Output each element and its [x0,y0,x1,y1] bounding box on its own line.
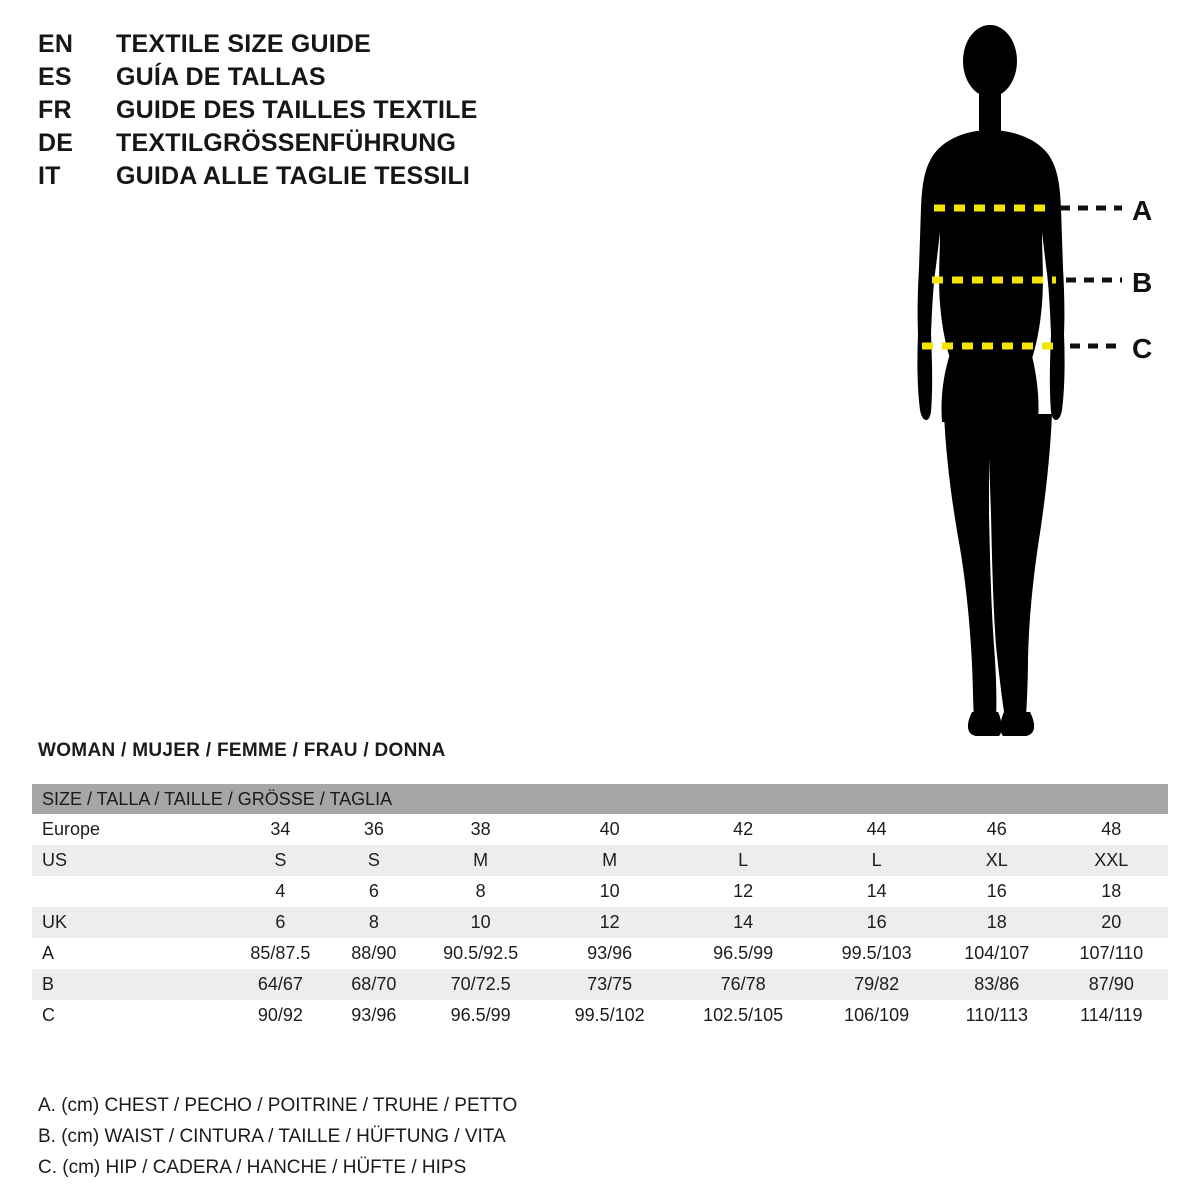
language-title: GUÍA DE TALLAS [116,63,326,91]
table-cell: 96.5/99 [672,938,814,969]
table-cell: 79/82 [814,969,939,1000]
language-row-it [38,162,598,195]
table-cell: 93/96 [334,1000,414,1031]
table-cell: 10 [547,876,672,907]
table-cell: 14 [814,876,939,907]
legend-line-a: A. (cm) CHEST / PECHO / POITRINE / TRUHE / PETTO [38,1095,518,1116]
section-caption: WOMAN / MUJER / FEMME / FRAU / DONNA [38,740,446,761]
table-cell: 68/70 [334,969,414,1000]
table-cell: 36 [334,814,414,845]
row-label: C [32,1000,227,1031]
table-row [32,814,1168,845]
table-cell: 18 [1055,876,1168,907]
marker-label-c: C [1132,333,1153,364]
table-header-row [32,784,1168,814]
table-cell: 96.5/99 [414,1000,547,1031]
table-row [32,969,1168,1000]
table-cell: 70/72.5 [414,969,547,1000]
table-row [32,907,1168,938]
table-cell: 76/78 [672,969,814,1000]
row-label: US [32,845,227,876]
table-cell: 8 [414,876,547,907]
language-row-fr [38,96,598,129]
size-table [32,784,1168,1031]
measurement-figure [860,18,1180,738]
table-cell: 10 [414,907,547,938]
table-cell: 14 [672,907,814,938]
language-title: GUIDE DES TAILLES TEXTILE [116,96,478,124]
table-cell: 102.5/105 [672,1000,814,1031]
language-title: TEXTILGRÖSSENFÜHRUNG [116,129,457,157]
table-cell: 6 [334,876,414,907]
table-cell: 90/92 [227,1000,334,1031]
table-cell: M [414,845,547,876]
female-silhouette-icon [860,18,1180,738]
language-row-es [38,63,598,96]
row-label: Europe [32,814,227,845]
table-cell: S [227,845,334,876]
table-cell: XXL [1055,845,1168,876]
table-cell: 42 [672,814,814,845]
language-title-block [38,30,598,195]
row-label: B [32,969,227,1000]
table-cell: 46 [939,814,1055,845]
table-cell: S [334,845,414,876]
table-cell: 106/109 [814,1000,939,1031]
table-cell: 34 [227,814,334,845]
table-row [32,1000,1168,1031]
language-code: IT [38,162,61,190]
marker-label-a: A [1132,195,1153,226]
legend-line-c: C. (cm) HIP / CADERA / HANCHE / HÜFTE / HIPS [38,1157,467,1178]
table-cell: 18 [939,907,1055,938]
language-row-en [38,30,598,63]
table-cell: 40 [547,814,672,845]
table-cell: 8 [334,907,414,938]
table-cell: 90.5/92.5 [414,938,547,969]
row-label: UK [32,907,227,938]
table-cell: 110/113 [939,1000,1055,1031]
table-cell: L [672,845,814,876]
row-label [32,876,227,907]
language-title: TEXTILE SIZE GUIDE [116,30,372,58]
table-cell: 20 [1055,907,1168,938]
table-cell: XL [939,845,1055,876]
table-cell: 64/67 [227,969,334,1000]
table-row [32,938,1168,969]
table-cell: 44 [814,814,939,845]
table-cell: 88/90 [334,938,414,969]
table-cell: 114/119 [1055,1000,1168,1031]
table-cell: 87/90 [1055,969,1168,1000]
language-code: DE [38,129,74,157]
table-cell: 16 [814,907,939,938]
language-code: FR [38,96,72,124]
legend-line-b: B. (cm) WAIST / CINTURA / TAILLE / HÜFTUNG / VITA [38,1126,506,1147]
table-row [32,876,1168,907]
table-cell: 73/75 [547,969,672,1000]
measurement-legend [38,1090,738,1183]
table-cell: 12 [547,907,672,938]
table-cell: 104/107 [939,938,1055,969]
table-cell: 38 [414,814,547,845]
table-cell: 83/86 [939,969,1055,1000]
language-code: EN [38,30,74,58]
table-cell: 93/96 [547,938,672,969]
table-cell: 99.5/102 [547,1000,672,1031]
table-cell: 48 [1055,814,1168,845]
table-cell: 4 [227,876,334,907]
row-label: A [32,938,227,969]
table-cell: L [814,845,939,876]
table-cell: 99.5/103 [814,938,939,969]
table-header-label: SIZE / TALLA / TAILLE / GRÖSSE / TAGLIA [32,784,1168,814]
table-row [32,845,1168,876]
language-code: ES [38,63,72,91]
language-row-de [38,129,598,162]
table-cell: M [547,845,672,876]
table-cell: 12 [672,876,814,907]
table-cell: 6 [227,907,334,938]
table-cell: 85/87.5 [227,938,334,969]
marker-label-b: B [1132,267,1153,298]
table-cell: 107/110 [1055,938,1168,969]
language-title: GUIDA ALLE TAGLIE TESSILI [116,162,471,190]
table-cell: 16 [939,876,1055,907]
